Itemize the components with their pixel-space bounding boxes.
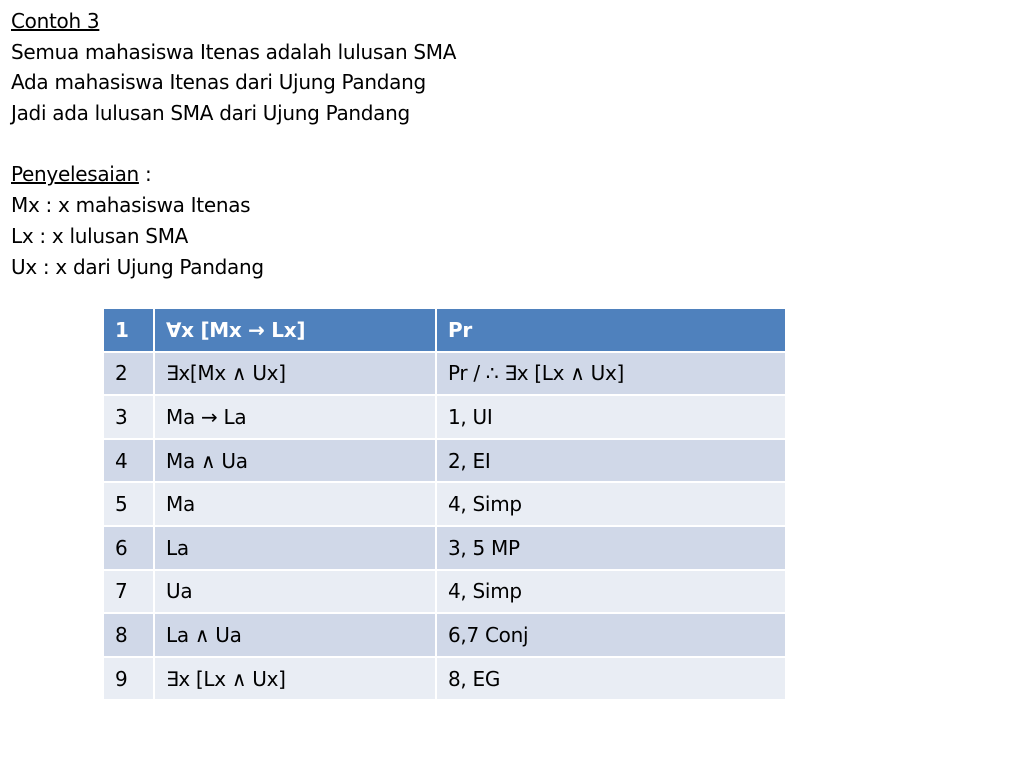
reason: 6,7 Conj xyxy=(436,613,786,657)
reason: 3, 5 MP xyxy=(436,526,786,570)
definition-u: Ux : x dari Ujung Pandang xyxy=(11,254,264,279)
step-number: 9 xyxy=(103,657,154,701)
table-row xyxy=(103,657,786,701)
definition-m: Mx : x mahasiswa Itenas xyxy=(11,193,251,218)
formula: Ma → La xyxy=(154,395,436,439)
step-number: 1 xyxy=(103,308,154,352)
premise-2: Ada mahasiswa Itenas dari Ujung Pandang xyxy=(11,70,426,95)
step-number: 4 xyxy=(103,439,154,483)
reason: 2, EI xyxy=(436,439,786,483)
step-number: 2 xyxy=(103,352,154,396)
reason: 4, Simp xyxy=(436,482,786,526)
formula: Ma ∧ Ua xyxy=(154,439,436,483)
table-row xyxy=(103,570,786,614)
formula: La ∧ Ua xyxy=(154,613,436,657)
table-row xyxy=(103,395,786,439)
table-row xyxy=(103,308,786,352)
reason: 4, Simp xyxy=(436,570,786,614)
solution-heading-suffix: : xyxy=(138,162,152,187)
premise-1: Semua mahasiswa Itenas adalah lulusan SMA xyxy=(11,39,457,64)
solution-heading: Penyelesaian xyxy=(11,162,139,187)
reason: Pr xyxy=(436,308,786,352)
reason: 8, EG xyxy=(436,657,786,701)
formula: La xyxy=(154,526,436,570)
step-number: 3 xyxy=(103,395,154,439)
step-number: 8 xyxy=(103,613,154,657)
formula: Ua xyxy=(154,570,436,614)
table-row xyxy=(103,352,786,396)
table-row xyxy=(103,526,786,570)
reason: 1, UI xyxy=(436,395,786,439)
formula: ∀x [Mx → Lx] xyxy=(154,308,436,352)
formula: ∃x [Lx ∧ Ux] xyxy=(154,657,436,701)
solution-heading-line xyxy=(11,159,456,190)
example-title: Contoh 3 xyxy=(11,9,100,33)
step-number: 5 xyxy=(103,482,154,526)
proof-table xyxy=(102,307,787,701)
example-title-line xyxy=(11,6,456,37)
table-row xyxy=(103,613,786,657)
formula: Ma xyxy=(154,482,436,526)
reason: Pr / ∴ ∃x [Lx ∧ Ux] xyxy=(436,352,786,396)
table-row xyxy=(103,482,786,526)
table-row xyxy=(103,439,786,483)
definition-l: Lx : x lulusan SMA xyxy=(11,223,189,248)
step-number: 7 xyxy=(103,570,154,614)
blank-line xyxy=(11,129,456,160)
step-number: 6 xyxy=(103,526,154,570)
conclusion: Jadi ada lulusan SMA dari Ujung Pandang xyxy=(11,101,410,126)
formula: ∃x[Mx ∧ Ux] xyxy=(154,352,436,396)
slide-text-block xyxy=(11,6,456,282)
